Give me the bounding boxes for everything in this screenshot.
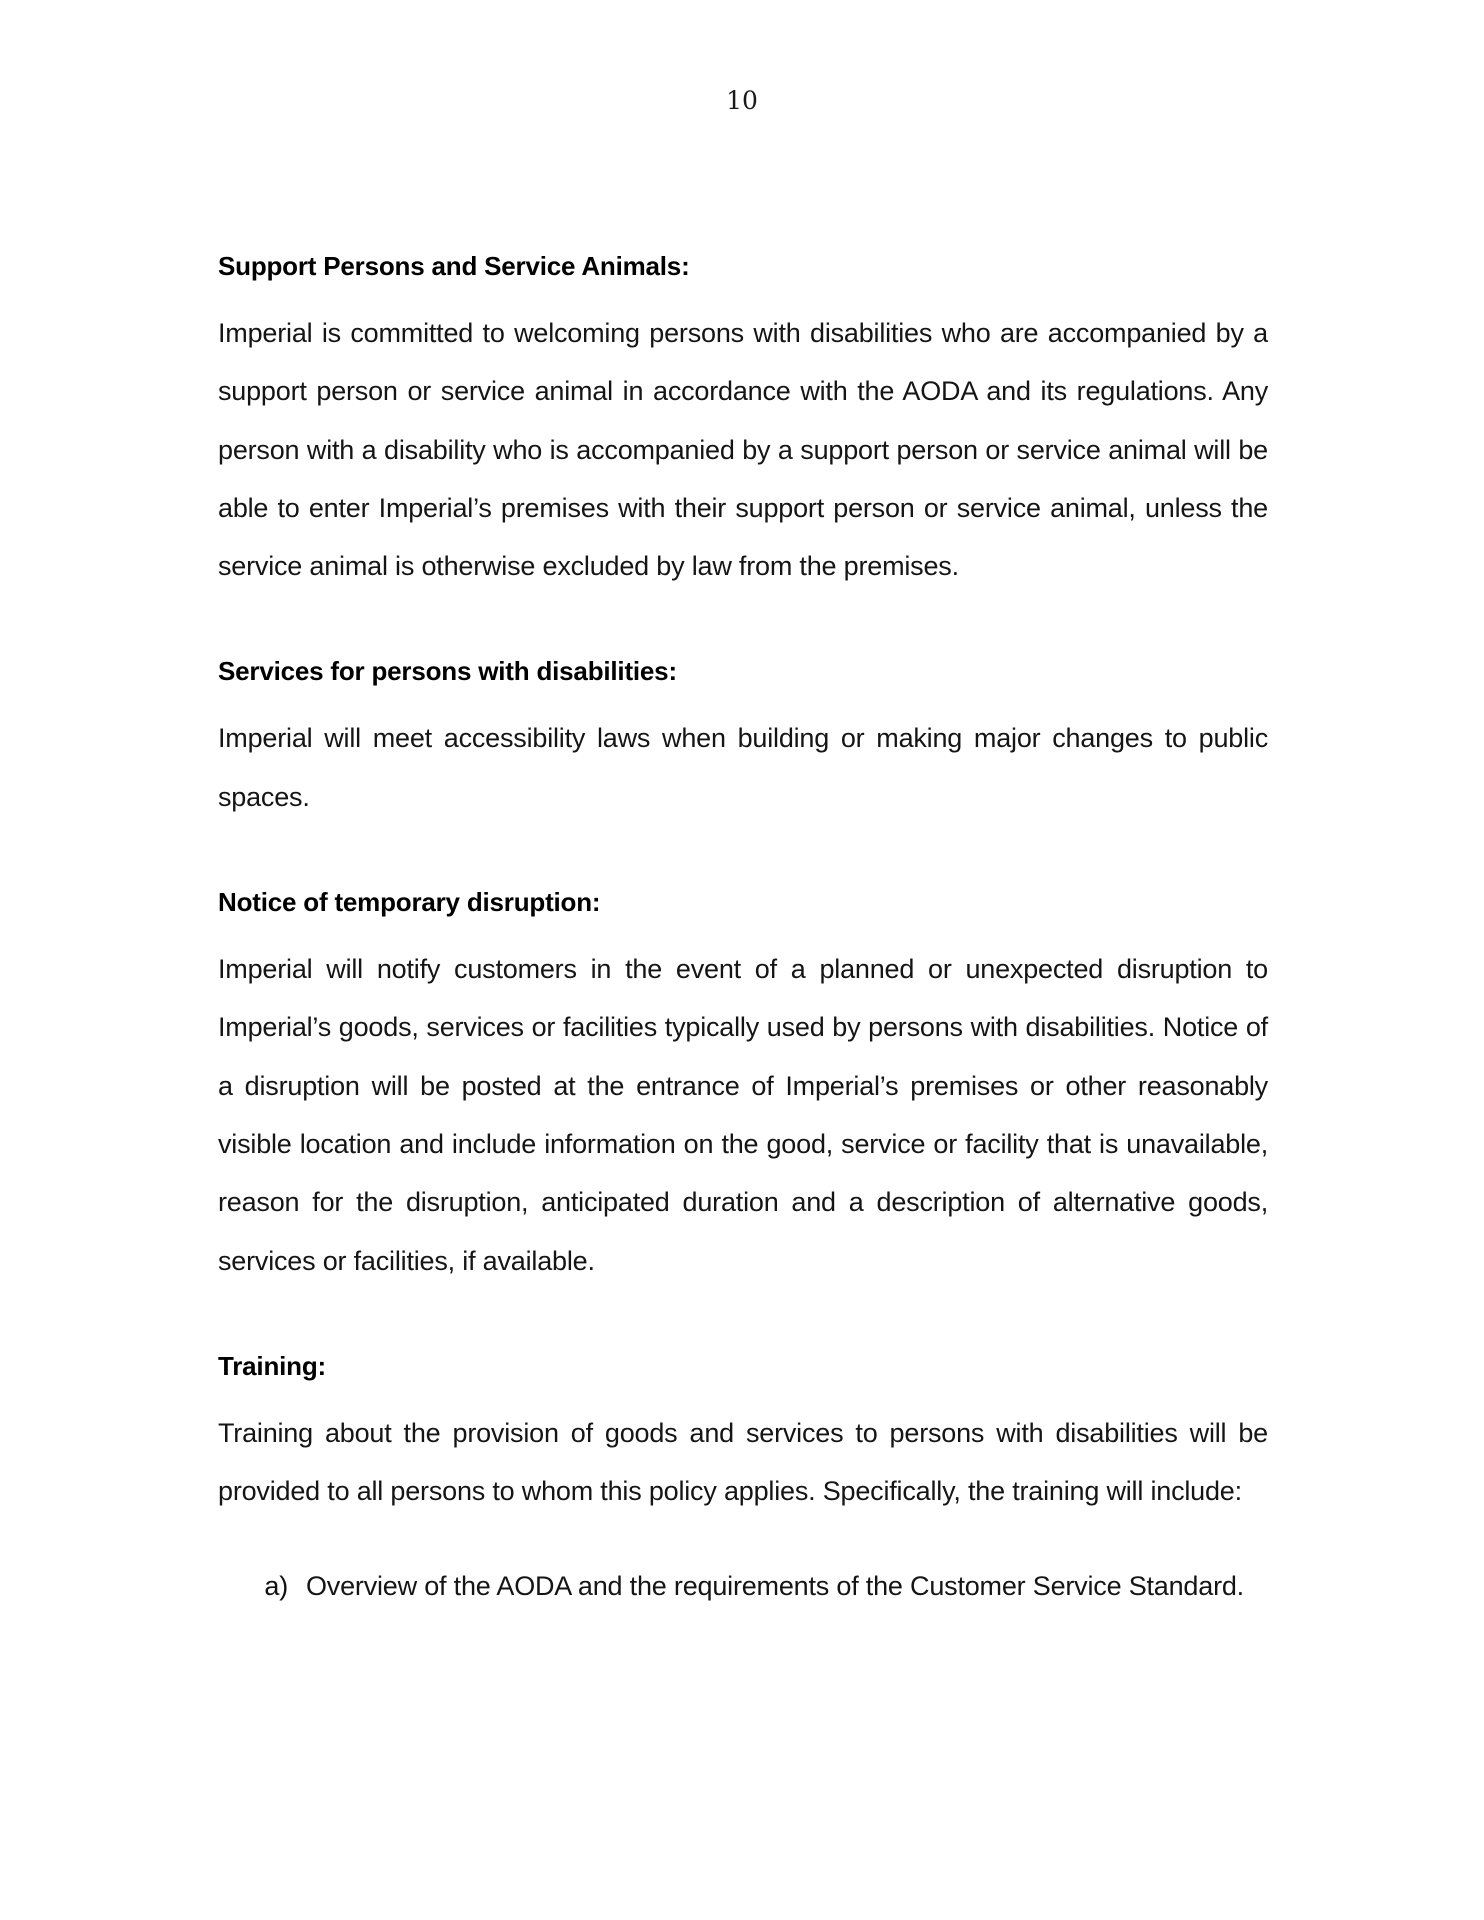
section-paragraph: Imperial is committed to welcoming persons with disabilities who are accompanied by a support person or service animal in accordance with the AODA and its regulations. Any person with a disability who is accompanied by a support person or service animal will be able to enter Imperial’s premises with their support person or service animal, unless the service animal is otherwise excluded by law from the premises. <box>218 318 1268 582</box>
spacer <box>218 1290 1268 1346</box>
section-heading: Training: <box>218 1350 326 1381</box>
section-training <box>218 1346 1268 1623</box>
spacer <box>218 826 1268 882</box>
list-item-text: Overview of the AODA and the requirements of the Customer Service Standard. <box>306 1571 1244 1602</box>
section-heading: Services for persons with disabilities: <box>218 656 677 687</box>
list-marker: a) <box>264 1571 288 1602</box>
section-paragraph: Imperial will notify customers in the event of a planned or unexpected disruption to Imperial’s goods, services or facilities typically used by persons with disabilities. Notice of a disruption will be posted at the entrance of Imperial’s premises or other reasonably visible location and include information on the good, service or facility that is unavailable, reason for the disruption, anticipated duration and a description of alternative goods, services or facilities, if available. <box>218 954 1268 1276</box>
page-number: 10 <box>726 86 758 115</box>
spacer <box>218 595 1268 651</box>
section-support-persons <box>218 246 1268 595</box>
section-heading: Support Persons and Service Animals: <box>218 251 690 281</box>
section-services <box>218 651 1268 826</box>
list-item <box>218 1550 1268 1622</box>
document-body <box>218 246 1268 1622</box>
section-temporary-disruption <box>218 882 1268 1290</box>
section-paragraph: Training about the provision of goods and services to persons with disabilities will be provided to all persons to whom this policy applies. Specifically, the training will include: <box>218 1417 1268 1507</box>
training-list <box>218 1550 1268 1622</box>
section-heading: Notice of temporary disruption: <box>218 887 601 918</box>
section-paragraph: Imperial will meet accessibility laws when building or making major changes to public spaces. <box>218 723 1268 812</box>
